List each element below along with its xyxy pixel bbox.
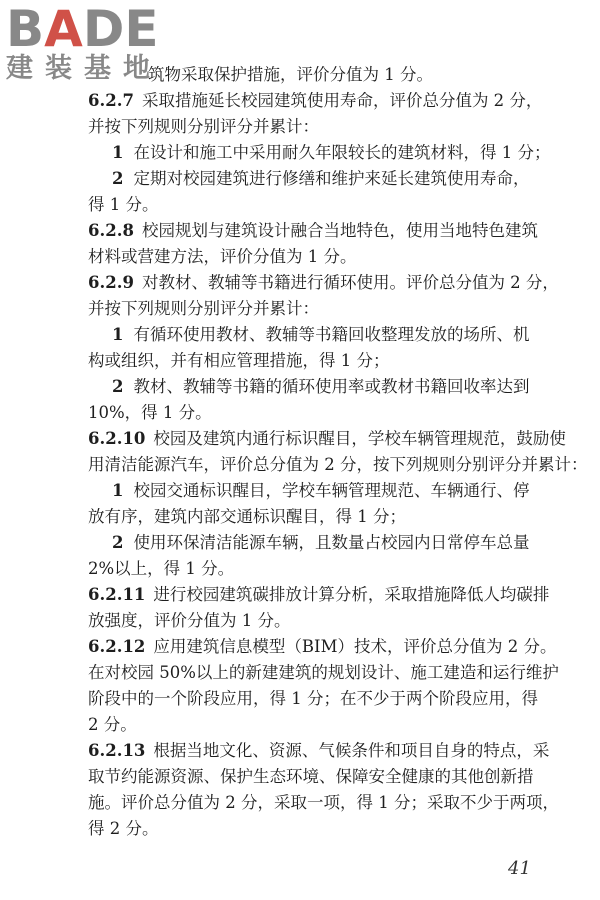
line-text: 筑物采取保护措施，评价分值为 1 分。 <box>148 65 433 84</box>
text-line <box>88 764 544 790</box>
line-text: 并按下列规则分别评分并累计： <box>88 299 319 318</box>
text-line <box>88 244 544 270</box>
text-line <box>88 504 544 530</box>
clause-number: 6.2.12 <box>88 637 146 656</box>
line-text: 得 2 分。 <box>88 819 159 838</box>
line-text: 并按下列规则分别评分并累计： <box>88 117 319 136</box>
logo-subtitle: 建装基地 <box>6 53 162 84</box>
line-text: 2 分。 <box>88 715 137 734</box>
clause-number: 6.2.7 <box>88 91 134 110</box>
line-text: 用清洁能源汽车，评价总分值为 2 分，按下列规则分别评分并累计： <box>88 455 588 474</box>
item-number: 1 <box>112 325 124 344</box>
line-text: 施。评价总分值为 2 分，采取一项，得 1 分；采取不少于两项， <box>88 793 559 812</box>
line-text: 有循环使用教材、教辅等书籍回收整理发放的场所、机 <box>133 325 530 344</box>
line-text: 定期对校园建筑进行修缮和维护来延长建筑使用寿命， <box>133 169 530 188</box>
list-item-line <box>88 140 551 166</box>
line-text: 放有序，建筑内部交通标识醒目，得 1 分； <box>88 507 406 526</box>
list-item-line <box>88 478 544 504</box>
page-number: 41 <box>508 858 531 879</box>
text-line <box>88 790 559 816</box>
document-body <box>88 62 588 842</box>
logo-wordmark: BADE <box>6 0 159 58</box>
line-text: 进行校园建筑碳排放计算分析，采取措施降低人均碳排 <box>153 585 550 604</box>
text-line <box>88 114 544 140</box>
list-item-line <box>88 374 544 400</box>
line-text: 校园交通标识醒目，学校车辆管理规范、车辆通行、停 <box>133 481 530 500</box>
line-text: 教材、教辅等书籍的循环使用率或教材书籍回收率达到 <box>133 377 530 396</box>
line-text: 取节约能源资源、保护生态环境、保障安全健康的其他创新措 <box>88 767 534 786</box>
item-number: 2 <box>112 377 124 396</box>
line-text: 在设计和施工中采用耐久年限较长的建筑材料，得 1 分； <box>133 143 551 162</box>
text-line <box>88 816 544 842</box>
text-line <box>88 62 544 88</box>
text-line <box>88 348 544 374</box>
text-line <box>88 400 544 426</box>
list-item-line <box>88 530 544 556</box>
line-text: 应用建筑信息模型（BIM）技术，评价总分值为 2 分。 <box>153 637 557 656</box>
text-line <box>88 192 544 218</box>
text-line <box>88 608 544 634</box>
list-item-line <box>88 322 544 348</box>
item-number: 1 <box>112 143 124 162</box>
line-text: 在对校园 50%以上的新建建筑的规划设计、施工建造和运行维护 <box>88 663 559 682</box>
clause-line <box>88 88 544 114</box>
clause-number: 6.2.10 <box>88 429 146 448</box>
item-number: 2 <box>112 169 124 188</box>
line-text: 2%以上，得 1 分。 <box>88 559 235 578</box>
line-text: 根据当地文化、资源、气候条件和项目自身的特点，采 <box>153 741 550 760</box>
item-number: 1 <box>112 481 124 500</box>
clause-line <box>88 426 566 452</box>
line-text: 放强度，评价分值为 1 分。 <box>88 611 291 630</box>
item-number: 2 <box>112 533 124 552</box>
list-item-line <box>88 166 544 192</box>
text-line <box>88 556 544 582</box>
line-text: 使用环保清洁能源车辆，且数量占校园内日常停车总量 <box>133 533 530 552</box>
line-text: 采取措施延长校园建筑使用寿命，评价总分值为 2 分， <box>141 91 543 110</box>
line-text: 校园规划与建筑设计融合当地特色，使用当地特色建筑 <box>141 221 538 240</box>
clause-line <box>88 634 557 660</box>
clause-line <box>88 738 550 764</box>
line-text: 构或组织，并有相应管理措施，得 1 分； <box>88 351 390 370</box>
text-line <box>88 452 588 478</box>
line-text: 材料或营建方法，评价分值为 1 分。 <box>88 247 357 266</box>
clause-line <box>88 218 544 244</box>
line-text: 阶段中的一个阶段应用，得 1 分；在不少于两个阶段应用，得 <box>88 689 538 708</box>
clause-line <box>88 582 550 608</box>
clause-number: 6.2.11 <box>88 585 146 604</box>
line-text: 得 1 分。 <box>88 195 159 214</box>
text-line <box>88 296 544 322</box>
clause-number: 6.2.9 <box>88 273 134 292</box>
line-text: 对教材、教辅等书籍进行循环使用。评价总分值为 2 分， <box>141 273 559 292</box>
clause-line <box>88 270 559 296</box>
clause-number: 6.2.8 <box>88 221 134 240</box>
line-text: 校园及建筑内通行标识醒目，学校车辆管理规范，鼓励使 <box>153 429 566 448</box>
text-line <box>88 712 544 738</box>
line-text: 10%，得 1 分。 <box>88 403 212 422</box>
text-line <box>88 686 544 712</box>
clause-number: 6.2.13 <box>88 741 146 760</box>
text-line <box>88 660 559 686</box>
